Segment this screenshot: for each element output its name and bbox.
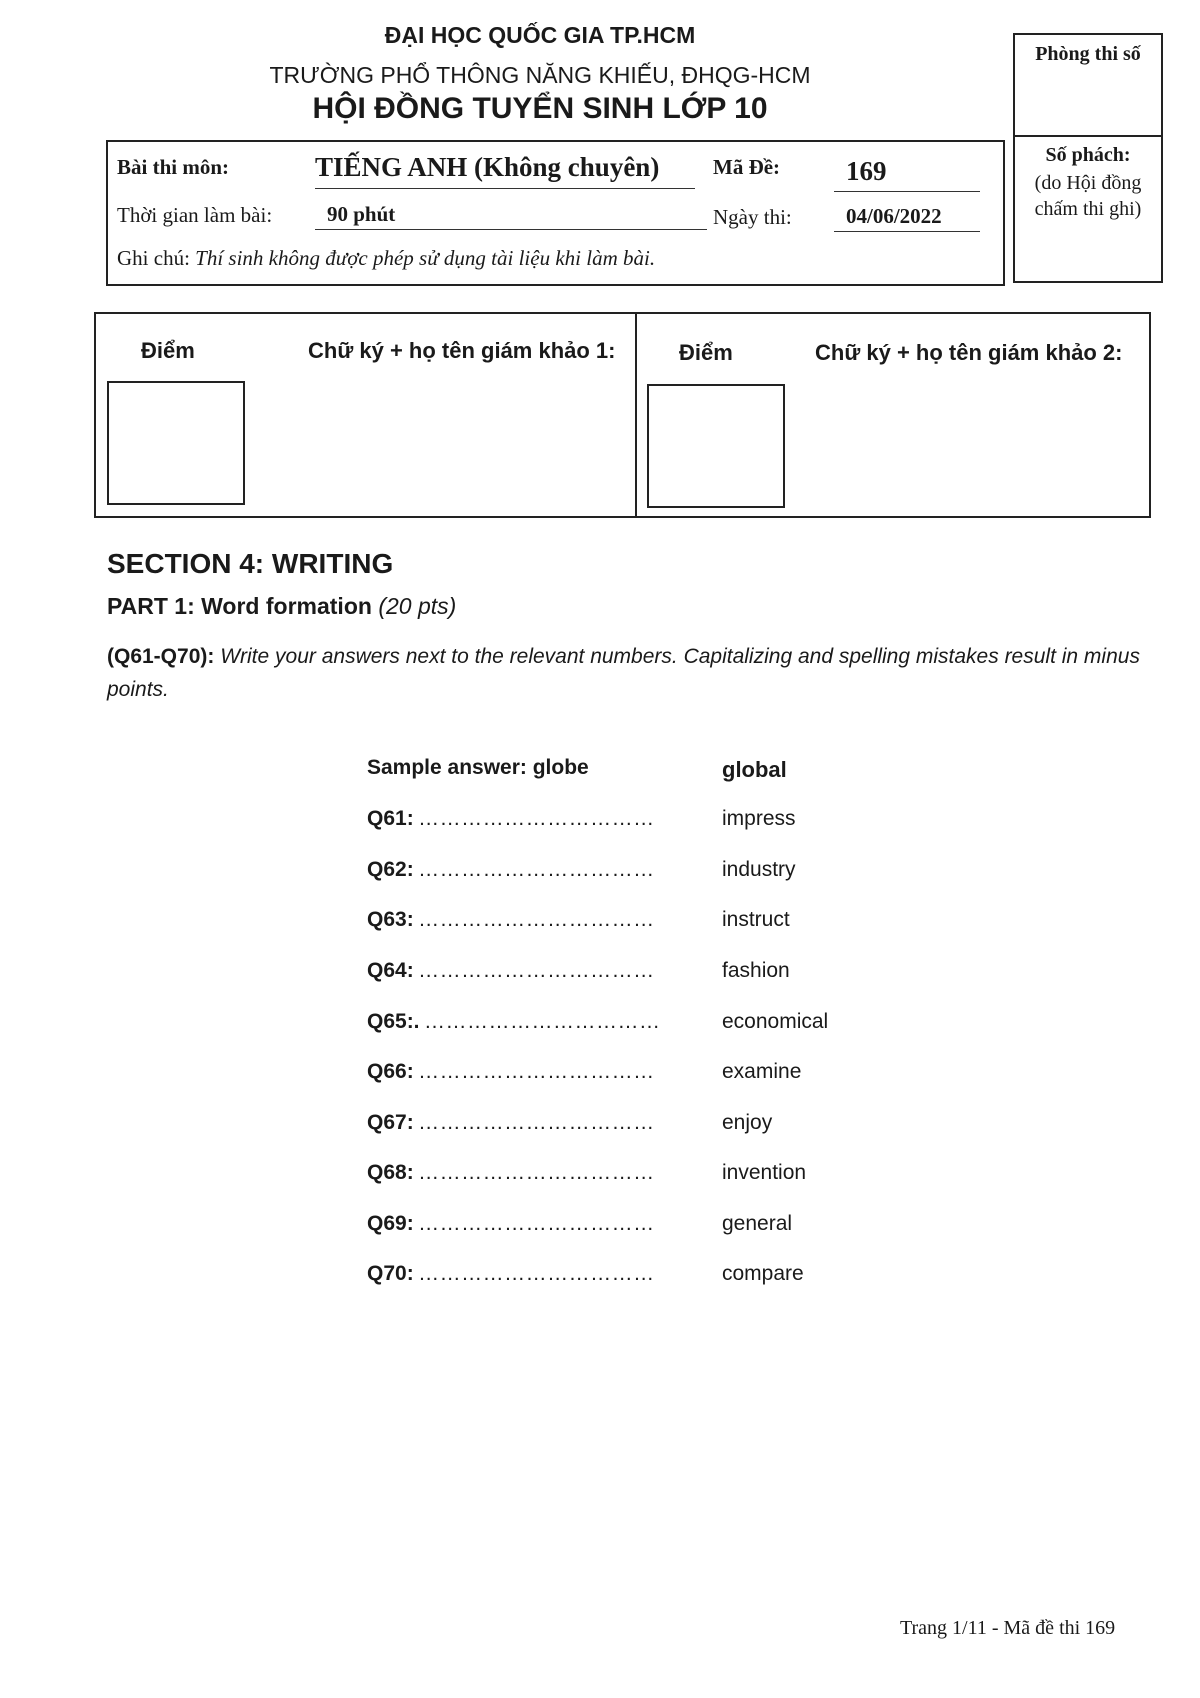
question-number: Q67:: [367, 1111, 414, 1134]
question-row[interactable]: [367, 858, 655, 882]
examiner-label-1: Chữ ký + họ tên giám khảo 1:: [308, 338, 616, 363]
exam-code-label: Mã Đề:: [713, 155, 781, 179]
question-number: Q63:: [367, 908, 414, 931]
exam-date-value: 04/06/2022: [834, 204, 980, 232]
exam-date-label: Ngày thi:: [713, 205, 792, 229]
question-row[interactable]: [367, 1161, 655, 1185]
question-row[interactable]: [367, 1262, 655, 1286]
question-root-word: invention: [722, 1161, 807, 1184]
header-university: ĐẠI HỌC QUỐC GIA TP.HCM: [384, 22, 696, 48]
answer-blank[interactable]: ……………………………: [418, 1212, 655, 1235]
part-points: (20 pts): [378, 593, 457, 619]
header-school: TRƯỜNG PHỔ THÔNG NĂNG KHIẾU, ĐHQG-HCM: [269, 62, 811, 88]
part-title: [107, 593, 456, 620]
section-title: SECTION 4: WRITING: [107, 548, 394, 579]
subject-label: Bài thi môn:: [117, 155, 230, 179]
question-root-word: industry: [722, 858, 796, 881]
note-text: Thí sinh không được phép sử dụng tài liệu khi làm bài.: [195, 246, 656, 270]
answer-blank[interactable]: ……………………………: [418, 908, 655, 931]
question-root-word: compare: [722, 1262, 804, 1285]
question-root-word: impress: [722, 807, 796, 830]
question-row[interactable]: [367, 1060, 655, 1084]
part-title-text: PART 1: Word formation: [107, 593, 372, 619]
header-council: HỘI ĐỒNG TUYỂN SINH LỚP 10: [312, 92, 768, 125]
question-root-word: examine: [722, 1060, 802, 1083]
sophach-note: [1015, 170, 1161, 222]
question-root-word: fashion: [722, 959, 790, 982]
score-label-2: Điểm: [679, 340, 733, 365]
question-root-word: enjoy: [722, 1111, 773, 1134]
room-number-label: Phòng thi số: [1035, 43, 1141, 65]
instructions-text: Write your answers next to the relevant numbers. Capitalizing and spelling mistakes result in minus points.: [107, 645, 1140, 701]
answer-blank[interactable]: ……………………………: [418, 858, 655, 881]
question-number: Q66:: [367, 1060, 414, 1083]
question-number: Q64:: [367, 959, 414, 982]
question-number: Q62:: [367, 858, 414, 881]
exam-code-value: 169: [834, 156, 980, 192]
question-row[interactable]: [367, 1111, 655, 1135]
time-value: 90 phút: [315, 202, 707, 230]
question-number: Q61:: [367, 807, 414, 830]
score-label-1: Điểm: [141, 338, 195, 363]
question-number: Q70:: [367, 1262, 414, 1285]
note-line: [117, 246, 655, 271]
question-root-word: general: [722, 1212, 793, 1235]
question-root-word: economical: [722, 1010, 829, 1033]
instructions: [107, 640, 1157, 706]
question-root-word: instruct: [722, 908, 790, 931]
answer-blank[interactable]: ……………………………: [418, 959, 655, 982]
score-box-2[interactable]: [647, 384, 785, 508]
sample-answer-label: Sample answer: globe: [367, 756, 589, 779]
subject-value: TIẾNG ANH (Không chuyên): [315, 152, 695, 189]
sophach-note-line1: (do Hội đồng: [1034, 172, 1142, 194]
question-row[interactable]: [367, 959, 655, 983]
answer-blank[interactable]: ……………………………: [418, 807, 655, 830]
sophach-label: Số phách:: [1045, 144, 1131, 166]
examiner-label-2: Chữ ký + họ tên giám khảo 2:: [815, 340, 1123, 365]
sample-answer-word: global: [722, 757, 787, 782]
answer-blank[interactable]: ……………………………: [418, 1111, 655, 1134]
page-footer: Trang 1/11 - Mã đề thi 169: [900, 1617, 1116, 1639]
time-label: Thời gian làm bài:: [117, 203, 273, 227]
question-row[interactable]: [367, 1212, 655, 1236]
answer-blank[interactable]: ……………………………: [418, 1262, 655, 1285]
instructions-range: (Q61-Q70):: [107, 645, 215, 668]
question-row[interactable]: [367, 1010, 660, 1034]
sophach-note-line2: chấm thi ghi): [1034, 198, 1142, 220]
score-box-1[interactable]: [107, 381, 245, 505]
question-row[interactable]: [367, 908, 655, 932]
answer-blank[interactable]: ……………………………: [423, 1010, 661, 1033]
question-number: Q68:: [367, 1161, 414, 1184]
answer-blank[interactable]: ……………………………: [418, 1060, 655, 1083]
question-row[interactable]: [367, 807, 655, 831]
question-number: Q69:: [367, 1212, 414, 1235]
note-label: Ghi chú:: [117, 246, 190, 270]
answer-blank[interactable]: ……………………………: [418, 1161, 655, 1184]
question-number: Q65:.: [367, 1010, 420, 1033]
